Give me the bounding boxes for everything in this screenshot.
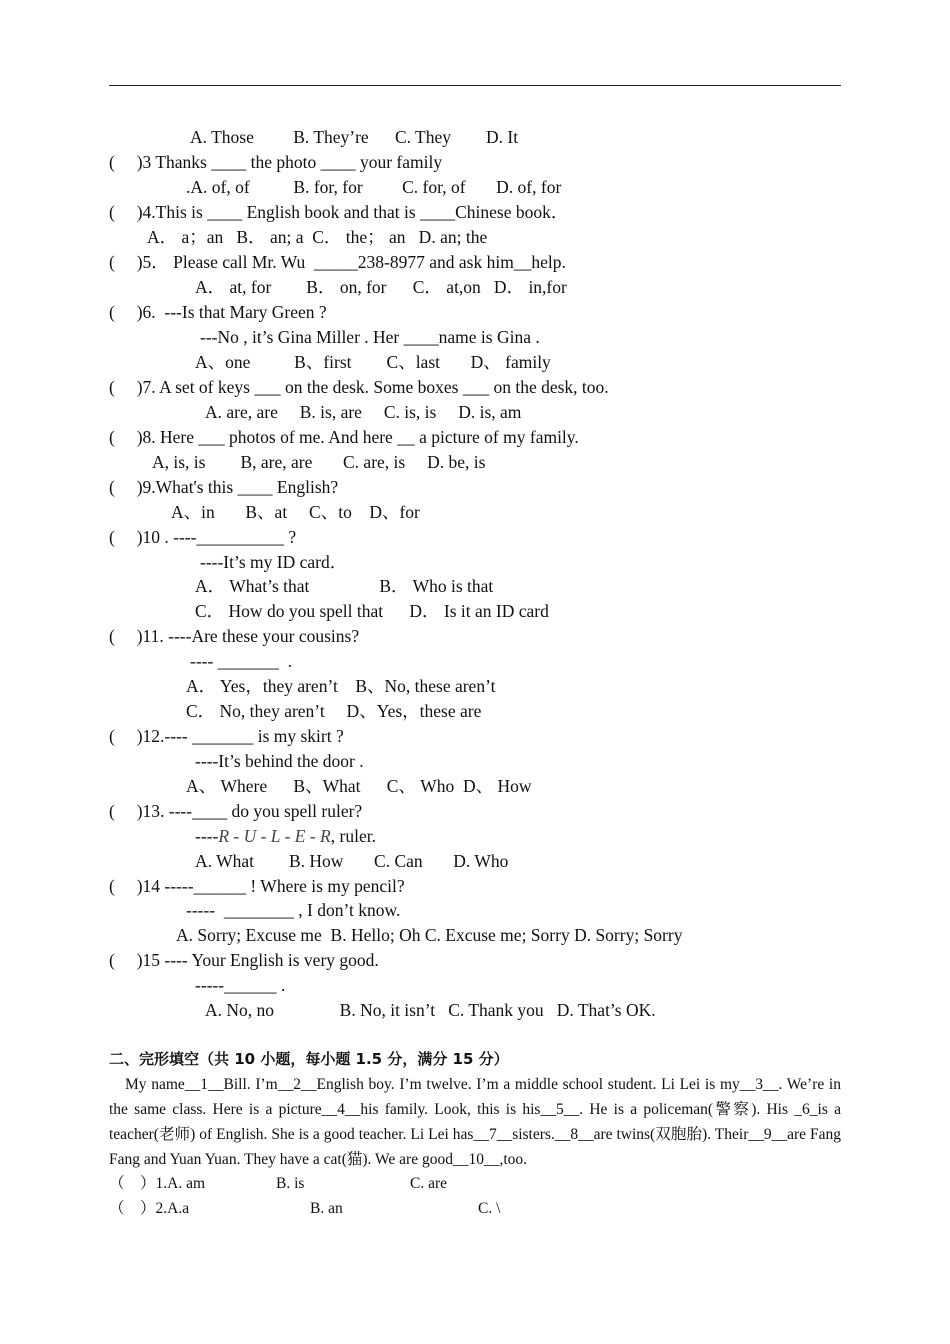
question-12: ( )12.---- _______ is my skirt ? xyxy=(109,726,344,746)
cloze-passage xyxy=(109,1072,841,1172)
q10-options-cd: C． How do you spell that D． Is it an ID card xyxy=(195,601,549,621)
question-9: ( )9.What's this ____ English? xyxy=(109,477,339,497)
question-4: ( )4.This is ____ English book and that is ____Chinese book． xyxy=(109,202,569,222)
q12-options: A、 Where B、What C、 Who D、 How xyxy=(186,776,532,796)
cloze-q2-option-c: C. \ xyxy=(478,1200,501,1217)
q15-answer-line: -----______ . xyxy=(195,975,286,995)
q10-answer-line: ----It’s my ID card． xyxy=(200,552,348,572)
q10-options-ab: A． What’s that B． Who is that xyxy=(195,576,494,596)
cloze-q1: （ ）1.A. am xyxy=(109,1175,206,1192)
question-15: ( )15 ---- Your English is very good. xyxy=(109,950,379,970)
question-7: ( )7. A set of keys ___ on the desk. Some boxes ___ on the desk, too. xyxy=(109,377,609,397)
question-3: ( )3 Thanks ____ the photo ____ your family xyxy=(109,152,443,172)
cloze-passage-text: My name__1__Bill. I’m__2__English boy. I’m twelve. I’m a middle school student. Li Lei is my__3__. We’re in the same class. Here is a picture__4__his family. Look, this is his__5__. He is a policeman(警察). His _6_is a teacher(老师) of English. She is a good teacher. Li Lei has__7__sisters.__8__are twins(双胞胎). Their__9__are Fang Fang and Yuan Yuan. They have a cat(猫). We are good__10__,too. xyxy=(109,1076,841,1168)
q11-answer-line: ---- _______ . xyxy=(190,651,293,671)
q13-options: A. What B. How C. Can D. Who xyxy=(195,851,509,871)
question-14: ( )14 -----______ ! Where is my pencil? xyxy=(109,876,405,896)
q11-options-ab: A． Yes，they aren’t B、No, these aren’t xyxy=(186,676,496,696)
q2-options: A. Those B. They’re C. They D. It xyxy=(190,127,519,147)
q9-options: A、in B、at C、to D、for xyxy=(171,502,420,522)
cloze-q1-option-c: C. are xyxy=(410,1175,448,1192)
q7-options: A. are, are B. is, are C. is, is D. is, am xyxy=(205,402,522,422)
q11-options-cd: C． No, they aren’t D、Yes，these are xyxy=(186,701,482,721)
q13-spelling: R - U - L - E - R xyxy=(218,826,331,846)
q13-dashes: ---- xyxy=(195,826,219,846)
q12-answer-line: ----It’s behind the door . xyxy=(195,751,364,771)
question-10: ( )10 . ----__________ ? xyxy=(109,527,297,547)
question-8: ( )8. Here ___ photos of me. And here __ a picture of my family. xyxy=(109,427,579,447)
q4-options: A． a；an B． an; a C． the； an D. an; the xyxy=(147,227,488,247)
q3-options: .A. of, of B. for, for C. for, of D. of, for xyxy=(186,177,562,197)
cloze-q2: （ ）2.A.a xyxy=(109,1200,190,1217)
cloze-q2-option-b: B. an xyxy=(310,1200,343,1217)
section-heading-cloze: 二、完形填空（共 10 小题，每小题 1.5 分，满分 15 分） xyxy=(109,1050,509,1068)
q14-options: A. Sorry; Excuse me B. Hello; Oh C. Excuse me; Sorry D. Sorry; Sorry xyxy=(176,925,683,945)
cloze-q1-option-b: B. is xyxy=(276,1175,305,1192)
q8-options: A, is, is B, are, are C. are, is D. be, is xyxy=(152,452,486,472)
question-5: ( )5． Please call Mr. Wu _____238-8977 and ask him__help. xyxy=(109,252,566,272)
header-rule xyxy=(109,85,841,86)
q15-options: A. No, no B. No, it isn’t C. Thank you D. That’s OK. xyxy=(205,1000,656,1020)
q6-options: A、one B、first C、last D、 family xyxy=(195,352,551,372)
q5-options: A． at, for B． on, for C． at,on D． in,for xyxy=(195,277,567,297)
q13-ruler: , ruler. xyxy=(330,826,376,846)
q6-answer-line: ---No , it’s Gina Miller . Her ____name is Gina . xyxy=(200,327,540,347)
question-11: ( )11. ----Are these your cousins? xyxy=(109,626,360,646)
question-6: ( )6. ---Is that Mary Green ? xyxy=(109,302,327,322)
q14-answer-line: ----- ________ , I don’t know. xyxy=(186,900,401,920)
question-13: ( )13. ----____ do you spell ruler? xyxy=(109,801,363,821)
q13-answer-line xyxy=(195,826,376,846)
